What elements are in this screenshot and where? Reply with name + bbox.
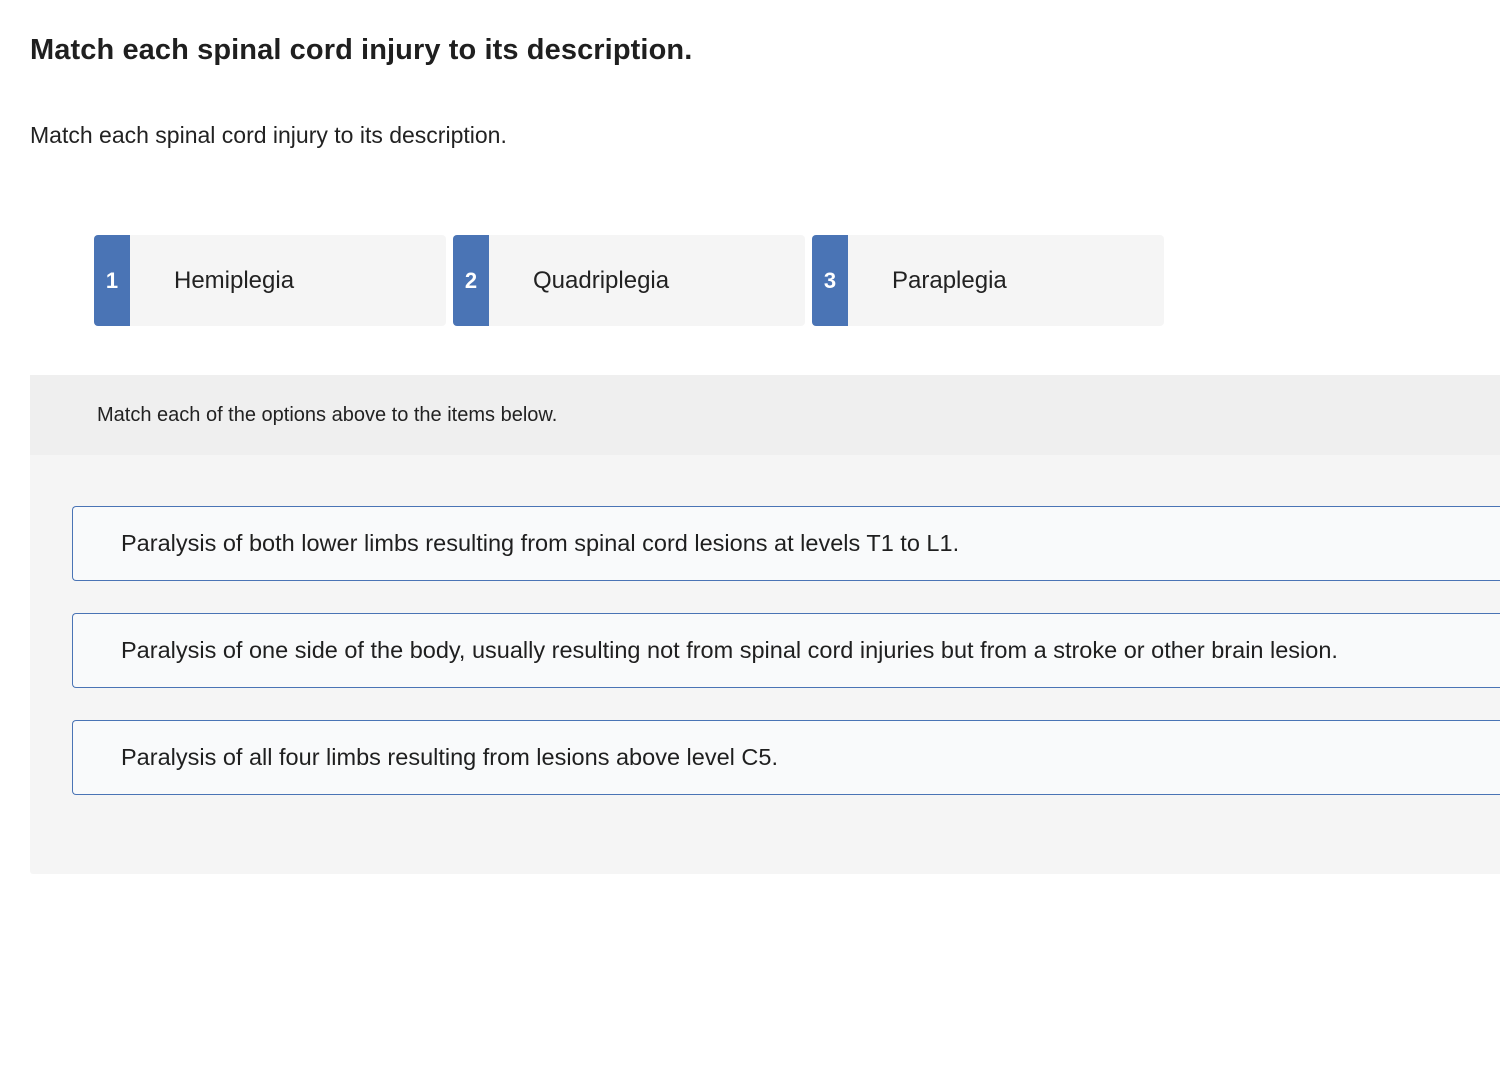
- option-quadriplegia[interactable]: [453, 235, 805, 326]
- option-label: Hemiplegia: [174, 266, 295, 294]
- match-target-paraplegia-description[interactable]: Paralysis of both lower limbs resulting from spinal cord lesions at levels T1 to L1.: [72, 506, 1500, 581]
- option-number-badge: 1: [94, 235, 130, 326]
- option-paraplegia[interactable]: [812, 235, 1164, 326]
- match-instruction: Match each of the options above to the items below.: [30, 375, 1500, 455]
- match-targets: [72, 506, 1500, 827]
- question-prompt: Match each spinal cord injury to its description.: [30, 122, 507, 148]
- options-row: [94, 235, 1164, 326]
- option-label: Quadriplegia: [533, 266, 670, 294]
- option-label: Paraplegia: [892, 266, 1007, 294]
- match-target-hemiplegia-description[interactable]: Paralysis of one side of the body, usually resulting not from spinal cord injuries but from a stroke or other brain lesion.: [72, 613, 1500, 688]
- option-hemiplegia[interactable]: [94, 235, 446, 326]
- match-panel: [30, 375, 1500, 874]
- page-title: Match each spinal cord injury to its description.: [30, 34, 693, 66]
- option-number-badge: 2: [453, 235, 489, 326]
- match-target-quadriplegia-description[interactable]: Paralysis of all four limbs resulting from lesions above level C5.: [72, 720, 1500, 795]
- option-number-badge: 3: [812, 235, 848, 326]
